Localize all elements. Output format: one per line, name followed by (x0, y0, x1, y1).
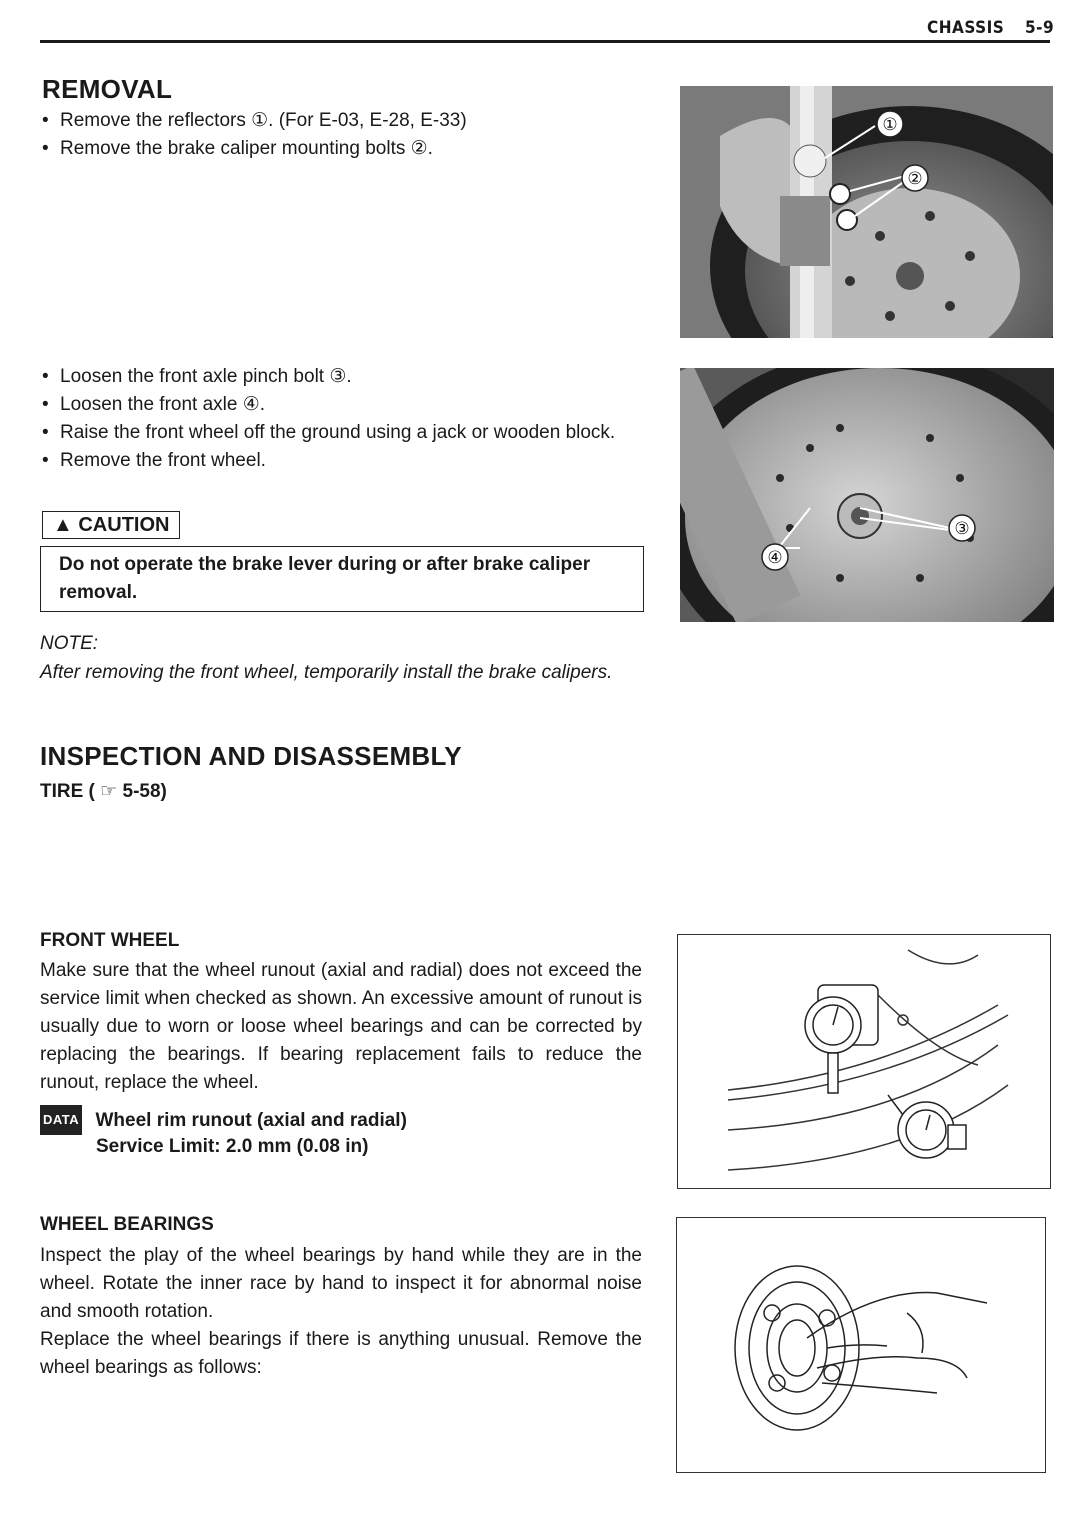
bullet-item: • Remove the brake caliper mounting bolts ②. (42, 138, 433, 159)
bullet-text: Raise the front wheel off the ground using a jack or wooden block. (60, 422, 616, 443)
data-icon: DATA (40, 1105, 82, 1135)
removal-bullets-2 (42, 363, 644, 475)
runout-dial-gauge-illustration (677, 934, 1051, 1189)
bullet-item: • Raise the front wheel off the ground using a jack or wooden block. (42, 419, 644, 447)
note-text: After removing the front wheel, temporarily install the brake calipers. (40, 662, 613, 683)
runout-spec (40, 1105, 660, 1135)
header-section: CHASSIS (927, 18, 1005, 38)
header-page-number: 5-9 (1025, 18, 1055, 38)
bullet-item: • Remove the reflectors ①. (For E-03, E-28, E-33) (42, 110, 467, 131)
caution-label-text: CAUTION (78, 514, 170, 536)
dial-gauge-drawing (678, 935, 1050, 1188)
front-axle-illustration (680, 368, 1054, 622)
bullet-text: Loosen the front axle pinch bolt ③. (60, 366, 352, 387)
inspection-title: INSPECTION AND DISASSEMBLY (40, 741, 462, 771)
bearing-check-illustration (676, 1217, 1046, 1473)
bullet-text: Loosen the front axle ④. (60, 394, 266, 415)
bearing-hand-drawing (677, 1218, 1045, 1472)
wheel-bearings-title: WHEEL BEARINGS (40, 1214, 214, 1235)
wheel-bearings-text-2: Replace the wheel bearings if there is anything unusual. Remove the wheel bearings as follows: (40, 1329, 642, 1378)
spec-title: Wheel rim runout (axial and radial) (95, 1110, 407, 1131)
spec-limit: Service Limit: 2.0 mm (0.08 in) (96, 1136, 369, 1157)
callout-2: ② (907, 169, 923, 189)
tire-page-ref: 5-58) (122, 781, 167, 802)
bullet-text: Remove the reflectors ①. (For E-03, E-28, E-33) (60, 110, 467, 131)
header-rule (40, 40, 1050, 43)
front-wheel-title: FRONT WHEEL (40, 930, 180, 951)
bullet-text: Remove the front wheel. (60, 450, 266, 471)
callout-3: ③ (954, 519, 970, 539)
tire-reference (40, 780, 167, 803)
removal-title: REMOVAL (42, 74, 173, 104)
removal-bullets-1 (42, 107, 642, 163)
reference-pointer-icon: ☞ (100, 781, 118, 802)
caution-box: Do not operate the brake lever during or after brake caliper removal. (40, 546, 644, 612)
bullet-text: Remove the brake caliper mounting bolts ②. (60, 138, 433, 159)
callout-1: ① (882, 115, 898, 135)
wheel-bearings-text-1: Inspect the play of the wheel bearings by hand while they are in the wheel. Rotate the inner race by hand to inspect it for abnormal noise and smooth rotation. (40, 1245, 642, 1322)
front-wheel-text: Make sure that the wheel runout (axial and radial) does not exceed the service limit when checked as shown. An excessive amount of runout is usually due to worn or loose wheel bearings and can be corrected by replacing the bearings. If bearing replacement fails to reduce the runout, replace the wheel. (40, 960, 642, 1093)
note-label: NOTE: (40, 633, 99, 654)
front-wheel-caliper-photo (680, 86, 1053, 338)
bullet-item: • Remove the front wheel. (42, 450, 266, 471)
bullet-item: • Loosen the front axle ④. (42, 394, 266, 415)
callout-4: ④ (767, 548, 783, 568)
caution-label (42, 511, 180, 539)
front-wheel-caliper-illustration (680, 86, 1053, 338)
tire-label: TIRE ( (40, 781, 95, 802)
warning-triangle-icon: ▲ (53, 514, 73, 536)
bullet-item: • Loosen the front axle pinch bolt ③. (42, 366, 352, 387)
front-axle-photo (680, 368, 1054, 622)
